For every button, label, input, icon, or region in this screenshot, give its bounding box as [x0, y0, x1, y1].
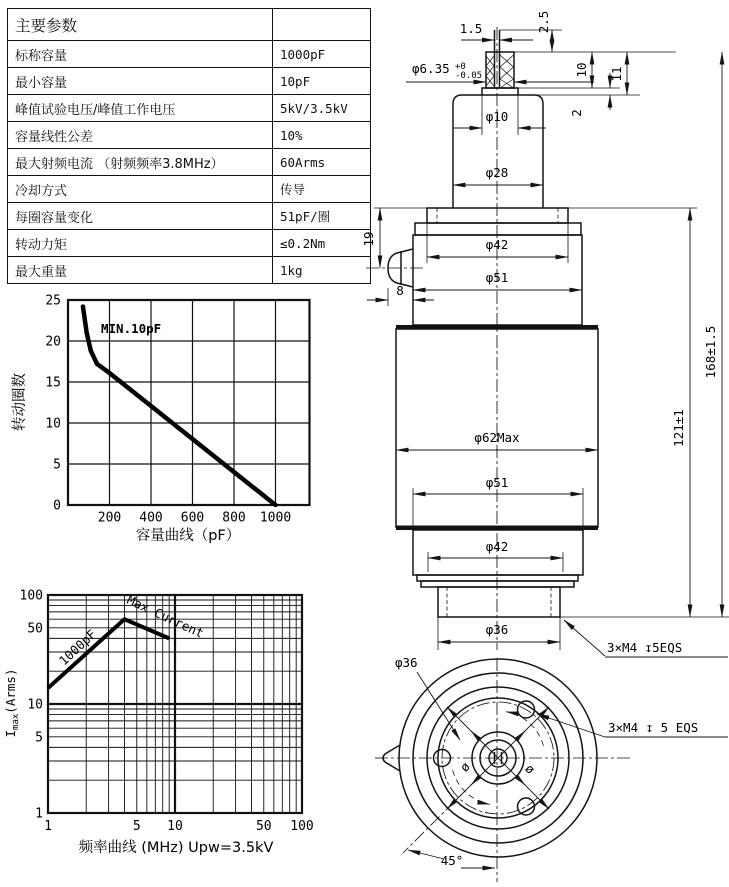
param-value: 51pF/圈 [273, 203, 371, 230]
m4-hole [518, 798, 535, 815]
y-tick-label: 1 [35, 806, 43, 822]
dimension-label: 19 [361, 231, 376, 247]
param-label: 最大射频电流 （射频频率3.8MHz） [8, 149, 273, 176]
x-tick-label: 400 [139, 510, 163, 526]
capacity-curve-chart [11, 294, 310, 545]
table-title: 主要参数 [8, 9, 273, 41]
dimension-label: φ51 [485, 475, 509, 490]
x-tick-label: 200 [97, 510, 122, 526]
dimension-label: φ6.35 +0 -0.05 [412, 61, 483, 81]
param-value: ≤0.2Nm [273, 230, 371, 257]
series-label: Max Current [124, 592, 207, 641]
diameter-mark: ø [522, 760, 539, 777]
dimension-label: φ36 [395, 655, 418, 670]
param-label: 最小容量 [8, 68, 273, 95]
dimension-label: φ42 [485, 539, 509, 554]
y-tick-label: 100 [19, 588, 43, 604]
param-value: 60Arms [273, 149, 371, 176]
dimension-label: 2 [569, 109, 584, 117]
dimension-label: φ42 [485, 237, 509, 252]
param-label: 峰值试验电压/峰值工作电压 [8, 95, 273, 122]
y-tick-label: 20 [45, 334, 61, 350]
param-label: 冷却方式 [8, 176, 273, 203]
y-tick-label: 5 [53, 457, 61, 473]
x-tick-label: 800 [222, 510, 246, 526]
diameter-mark: ø [456, 758, 473, 775]
y-tick-label: 0 [53, 498, 61, 514]
y-tick-label: 15 [45, 375, 61, 391]
x-tick-label: 100 [290, 819, 314, 834]
dimension-label: 1.5 [459, 21, 483, 36]
param-label: 转动力矩 [8, 230, 273, 257]
bottom-view-drawing [375, 655, 728, 882]
series-label: 1000pF [55, 626, 100, 669]
y-tick-label: 10 [45, 416, 61, 432]
dimension-label: 10 [574, 62, 589, 78]
rotation-arc [453, 770, 490, 804]
param-value: 1000pF [273, 41, 371, 68]
dimension-label: φ51 [485, 270, 509, 285]
top-flange-plate [427, 208, 568, 223]
y-axis-label: $I_{max}(Arms)$ [3, 668, 21, 738]
param-label: 最大重量 [8, 257, 273, 284]
leader-line [564, 620, 605, 656]
dimension-label: 11 [609, 66, 624, 82]
y-axis-label: 转动圈数 [12, 373, 28, 431]
dimension-label: φ62Max [474, 430, 520, 445]
thread-note: 3×M4 ↧5EQS [607, 640, 683, 655]
x-tick-label: 1 [44, 819, 52, 834]
param-label: 标称容量 [8, 41, 273, 68]
dimension-label: φ36 [485, 622, 509, 637]
dimension-label: 8 [396, 283, 404, 298]
param-label: 容量线性公差 [8, 122, 273, 149]
x-tick-label: 5 [132, 819, 141, 834]
dimension-label: 121±1 [671, 409, 686, 447]
x-tick-label: 600 [180, 510, 205, 526]
rotation-arc [506, 712, 543, 746]
bottom-flange [438, 587, 560, 617]
y-tick-label: 50 [27, 621, 43, 637]
param-value: 1kg [273, 257, 371, 284]
param-value: 5kV/3.5kV [273, 95, 371, 122]
leader-line [417, 672, 460, 740]
frequency-curve-chart [3, 589, 314, 857]
dimension-label: φ28 [485, 165, 509, 180]
x-axis-label: 频率曲线 (MHz) Upw=3.5kV [78, 840, 274, 856]
param-label: 每圈容量变化 [8, 203, 273, 230]
y-tick-label: 25 [45, 293, 61, 309]
chart-annotation: MIN.10pF [101, 321, 162, 336]
flange-plate-2 [415, 223, 581, 235]
dimension-label: φ10 [485, 109, 509, 124]
shaft-collar [482, 88, 518, 95]
param-value: 10pF [273, 68, 371, 95]
leader-line [537, 714, 605, 737]
capacity-curve [83, 307, 276, 505]
dimension-label: 168±1.5 [703, 325, 718, 379]
side-view-drawing [361, 11, 729, 657]
angle-label: 45° [440, 853, 464, 868]
bottom-plate-1 [417, 575, 578, 581]
bottom-plate-2 [421, 581, 574, 587]
dimension-label: 2.5 [536, 10, 551, 34]
y-tick-label: 5 [35, 730, 43, 746]
thread-note: 3×M4 ↧ 5 EQS [608, 720, 699, 735]
x-axis-label: 容量曲线（pF） [135, 528, 241, 544]
y-tick-label: 10 [27, 697, 43, 713]
x-tick-label: 10 [167, 819, 183, 834]
x-tick-label: 50 [255, 819, 272, 834]
param-value: 10% [273, 122, 371, 149]
x-tick-label: 1000 [259, 510, 292, 526]
param-value: 传导 [273, 176, 371, 203]
